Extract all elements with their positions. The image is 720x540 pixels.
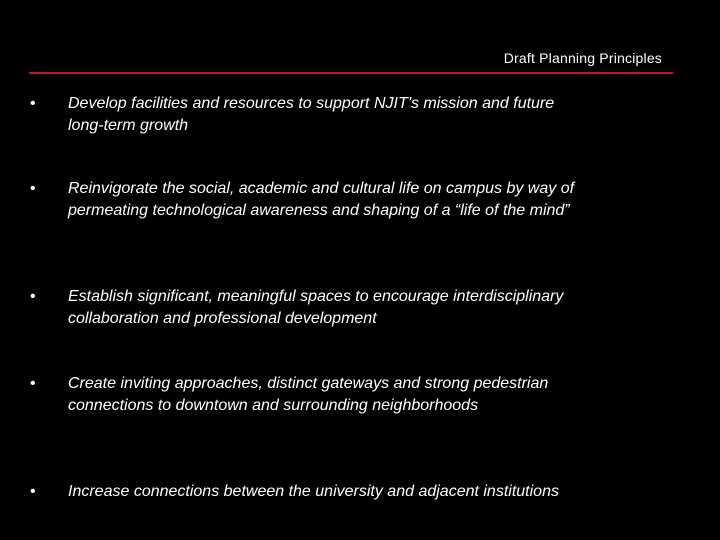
slide-header-title: Draft Planning Principles <box>503 50 662 66</box>
bullet-text: Develop facilities and resources to support NJIT’s mission and future long-term growth <box>68 95 555 134</box>
bullet-marker: • <box>30 375 36 392</box>
bullet-item <box>30 373 590 417</box>
bullet-marker: • <box>30 288 36 305</box>
bullet-item <box>30 286 590 330</box>
bullet-text: Reinvigorate the social, academic and cultural life on campus by way of permeating technological awareness and shaping of a “life of the mind” <box>68 180 575 219</box>
bullet-text: Establish significant, meaningful spaces to encourage interdisciplinary collaboration and professional development <box>68 288 564 327</box>
bullet-marker: • <box>30 180 36 197</box>
bullet-item <box>30 178 590 222</box>
bullet-item <box>30 93 590 137</box>
header-divider <box>29 72 673 74</box>
bullet-marker: • <box>30 95 36 112</box>
bullet-text: Create inviting approaches, distinct gateways and strong pedestrian connections to downtown and surrounding neighborhoods <box>68 375 549 414</box>
bullet-item <box>30 481 590 503</box>
bullet-marker: • <box>30 483 36 500</box>
bullet-text: Increase connections between the university and adjacent institutions <box>68 483 559 500</box>
